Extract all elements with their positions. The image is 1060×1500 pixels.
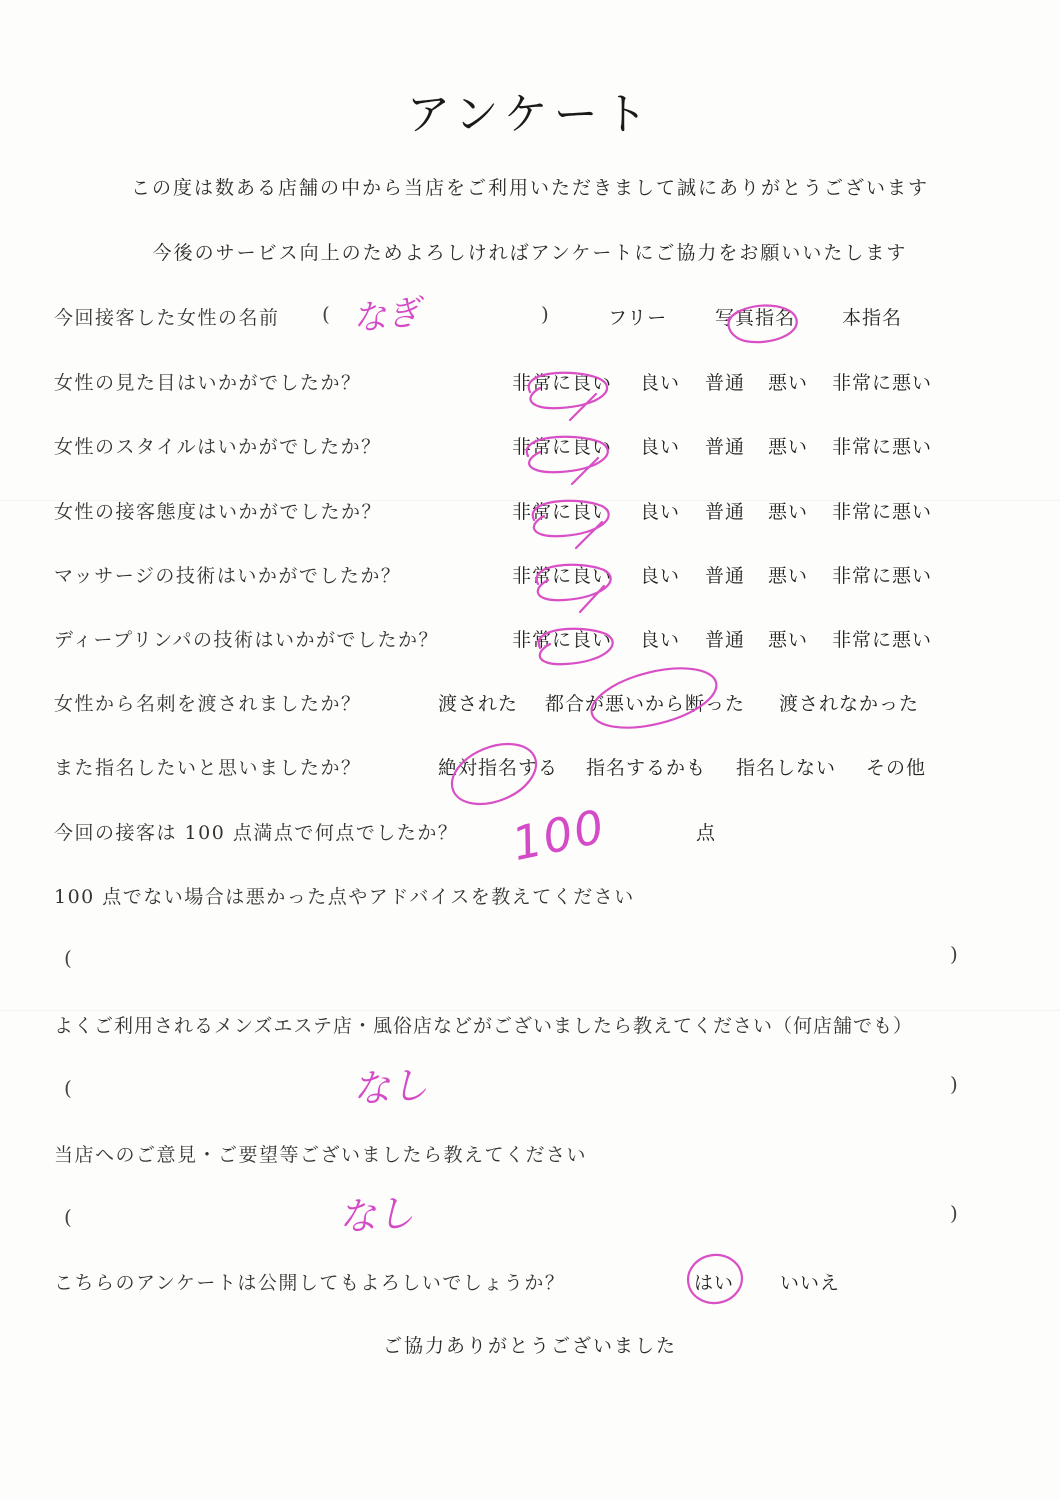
publish-option-no[interactable]: いいえ — [780, 1272, 841, 1294]
rating-option-average[interactable]: 普通 — [705, 565, 746, 587]
advice-paren-close: ) — [950, 942, 958, 966]
shops-paren-open: ( — [64, 1076, 72, 1100]
rating-option-very-bad[interactable]: 非常に悪い — [832, 565, 933, 587]
intro-line-2: 今後のサービス向上のためよろしければアンケートにご協力をお願いいたします — [152, 242, 908, 264]
rating-option-bad[interactable]: 悪い — [768, 565, 809, 587]
score-unit: 点 — [696, 822, 717, 844]
name-question-label: 今回接客した女性の名前 — [54, 307, 280, 329]
rating-option-good[interactable]: 良い — [640, 372, 681, 394]
closing-message: ご協力ありがとうございました — [382, 1335, 677, 1357]
rating-question-style: 女性のスタイルはいかがでしたか？ — [54, 436, 382, 458]
rating-option-very-good[interactable]: 非常に良い — [512, 629, 613, 651]
card-option-declined[interactable]: 都合が悪いから断った — [545, 693, 746, 715]
rating-option-very-good[interactable]: 非常に良い — [512, 372, 613, 394]
rating-option-bad[interactable]: 悪い — [768, 436, 809, 458]
card-option-received[interactable]: 渡された — [438, 693, 519, 715]
option-photo-nomination[interactable]: 写真指名 — [715, 307, 796, 329]
name-paren-open: ( — [322, 302, 330, 326]
renominate-option-maybe[interactable]: 指名するかも — [586, 757, 707, 779]
opinions-handwritten-answer[interactable]: なし — [336, 1190, 416, 1240]
rating-question-attitude: 女性の接客態度はいかがでしたか？ — [54, 501, 383, 523]
name-paren-close: ) — [541, 302, 549, 326]
renominate-question-label: また指名したいと思いましたか？ — [54, 757, 362, 779]
renominate-option-no[interactable]: 指名しない — [736, 757, 837, 779]
name-handwritten-value[interactable]: なぎ — [350, 292, 423, 340]
rating-question-deep-lymph: ディープリンパの技術はいかがでしたか？ — [54, 629, 439, 651]
shops-handwritten-answer[interactable]: なし — [350, 1062, 430, 1112]
rating-option-very-good[interactable]: 非常に良い — [512, 501, 613, 523]
rating-option-bad[interactable]: 悪い — [768, 501, 809, 523]
rating-option-very-bad[interactable]: 非常に悪い — [832, 372, 933, 394]
advice-paren-open: ( — [64, 946, 72, 970]
opinions-paren-close: ) — [950, 1201, 958, 1225]
rating-option-good[interactable]: 良い — [640, 436, 681, 458]
rating-option-bad[interactable]: 悪い — [768, 629, 809, 651]
card-question-label: 女性から名刺を渡されましたか？ — [54, 693, 362, 715]
publish-option-yes[interactable]: はい — [694, 1272, 735, 1294]
renominate-option-definitely[interactable]: 絶対指名する — [438, 757, 559, 779]
rating-option-good[interactable]: 良い — [640, 501, 681, 523]
renominate-option-other[interactable]: その他 — [866, 757, 927, 779]
rating-option-very-bad[interactable]: 非常に悪い — [832, 436, 933, 458]
card-option-not-received[interactable]: 渡されなかった — [779, 693, 920, 715]
rating-option-average[interactable]: 普通 — [705, 372, 746, 394]
rating-question-looks: 女性の見た目はいかがでしたか？ — [54, 372, 362, 394]
shops-paren-close: ) — [950, 1072, 958, 1096]
shops-question-label: よくご利用されるメンズエステ店・風俗店などがございましたら教えてください（何店舗でも） — [54, 1015, 914, 1037]
publish-question-label: こちらのアンケートは公開してもよろしいでしょうか？ — [54, 1272, 566, 1294]
rating-option-very-bad[interactable]: 非常に悪い — [832, 629, 933, 651]
rating-option-good[interactable]: 良い — [640, 629, 681, 651]
rating-option-good[interactable]: 良い — [640, 565, 681, 587]
rating-option-very-good[interactable]: 非常に良い — [512, 436, 613, 458]
page-title: アンケート — [406, 89, 654, 140]
rating-option-average[interactable]: 普通 — [705, 436, 746, 458]
rating-option-average[interactable]: 普通 — [705, 629, 746, 651]
opinions-paren-open: ( — [64, 1205, 72, 1229]
advice-question-label: 100 点でない場合は悪かった点やアドバイスを教えてください — [54, 886, 635, 908]
option-free[interactable]: フリー — [608, 307, 668, 329]
rating-option-very-good[interactable]: 非常に良い — [512, 565, 613, 587]
rating-option-very-bad[interactable]: 非常に悪い — [832, 501, 933, 523]
intro-line-1: この度は数ある店舗の中から当店をご利用いただきまして誠にありがとうございます — [130, 177, 929, 199]
rating-option-bad[interactable]: 悪い — [768, 372, 809, 394]
score-handwritten-value[interactable]: 100 — [507, 798, 611, 872]
rating-option-average[interactable]: 普通 — [705, 501, 746, 523]
option-main-nomination[interactable]: 本指名 — [842, 307, 903, 329]
rating-question-massage: マッサージの技術はいかがでしたか？ — [54, 565, 402, 587]
opinions-question-label: 当店へのご意見・ご要望等ございましたら教えてください — [54, 1144, 588, 1166]
score-question-label: 今回の接客は 100 点満点で何点でしたか？ — [54, 822, 459, 844]
